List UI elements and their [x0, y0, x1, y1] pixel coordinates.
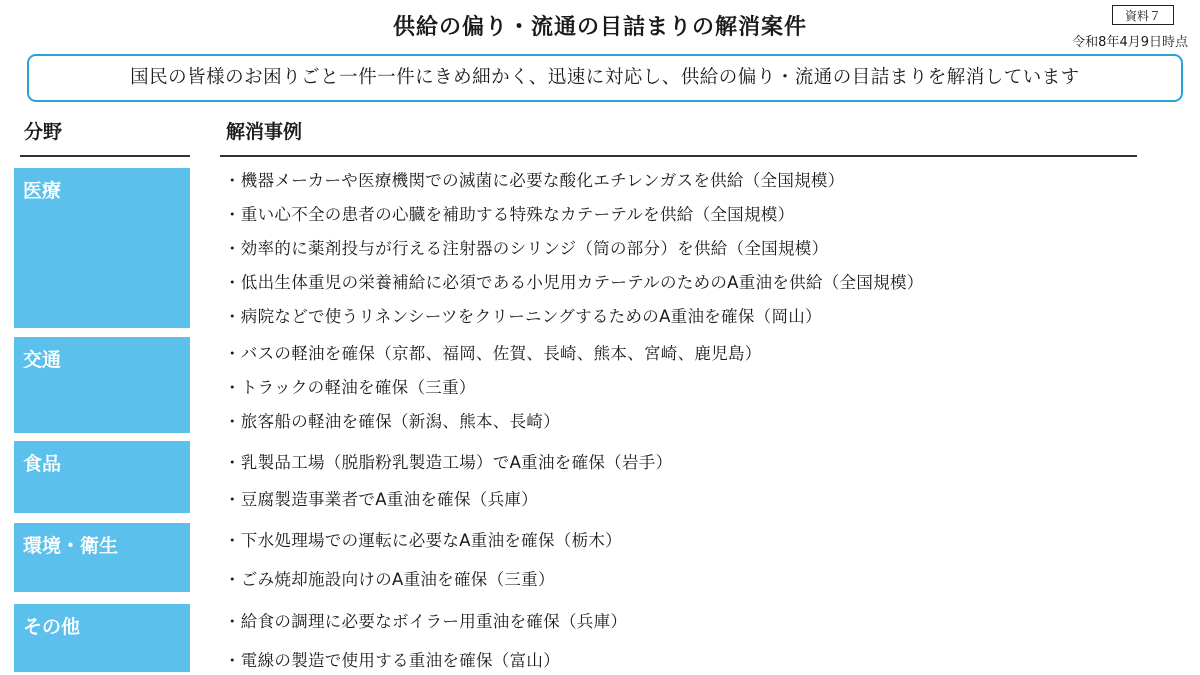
category-environment-hygiene: 環境・衛生 [14, 523, 190, 592]
list-item: ・病院などで使うリネンシーツをクリーニングするためのA重油を確保（岡山） [224, 307, 822, 326]
list-item: ・機器メーカーや医療機関での滅菌に必要な酸化エチレンガスを供給（全国規模） [224, 171, 845, 190]
list-item: ・ごみ焼却施設向けのA重油を確保（三重） [224, 570, 555, 589]
column-header-field: 分野 [20, 117, 190, 157]
list-item: ・効率的に薬剤投与が行える注射器のシリンジ（筒の部分）を供給（全国規模） [224, 239, 829, 258]
list-item: ・バスの軽油を確保（京都、福岡、佐賀、長崎、熊本、宮崎、鹿児島） [224, 344, 762, 363]
list-item: ・トラックの軽油を確保（三重） [224, 378, 476, 397]
list-item: ・豆腐製造事業者でA重油を確保（兵庫） [224, 490, 538, 509]
list-item: ・電線の製造で使用する重油を確保（富山） [224, 651, 560, 670]
list-item: ・低出生体重児の栄養補給に必須である小児用カテーテルのためのA重油を供給（全国規模） [224, 273, 924, 292]
category-transport: 交通 [14, 337, 190, 433]
list-item: ・旅客船の軽油を確保（新潟、熊本、長崎） [224, 412, 560, 431]
summary-box: 国民の皆様のお困りごと一件一件にきめ細かく、迅速に対応し、供給の偏り・流通の目詰まりを解消しています [27, 54, 1183, 102]
column-header-examples: 解消事例 [220, 117, 1137, 157]
document-label: 資料７ [1112, 5, 1174, 25]
list-item: ・重い心不全の患者の心臓を補助する特殊なカテーテルを供給（全国規模） [224, 205, 795, 224]
category-food: 食品 [14, 441, 190, 513]
list-item: ・乳製品工場（脱脂粉乳製造工場）でA重油を確保（岩手） [224, 453, 673, 472]
list-item: ・下水処理場での運転に必要なA重油を確保（栃木） [224, 531, 622, 550]
list-item: ・給食の調理に必要なボイラー用重油を確保（兵庫） [224, 612, 628, 631]
category-other: その他 [14, 604, 190, 672]
date-stamp: 令和8年4月9日時点 [1072, 35, 1188, 50]
page-title: 供給の偏り・流通の目詰まりの解消案件 [392, 15, 807, 40]
category-medical: 医療 [14, 168, 190, 328]
